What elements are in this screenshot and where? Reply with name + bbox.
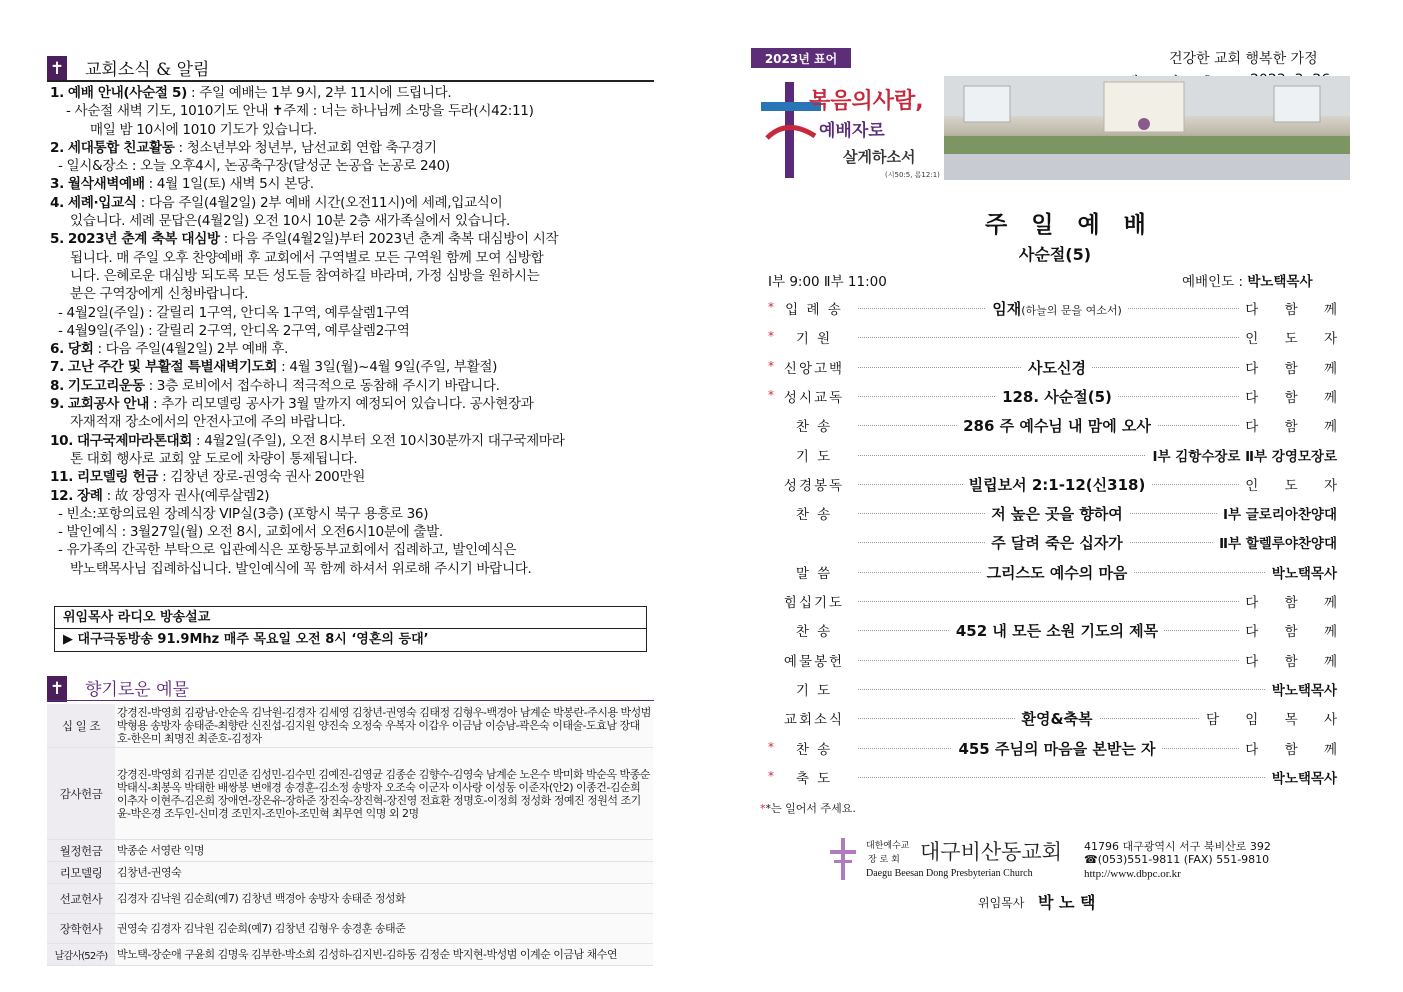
worship-item-content [1015, 710, 1098, 728]
worship-item-leader: 담 임 목 사 [1200, 708, 1348, 728]
tagline: 건강한 교회 행복한 가정 [1169, 51, 1318, 67]
worship-item [762, 386, 1348, 408]
news-item-title: 예배 안내(사순절 5) [67, 85, 187, 101]
news-line [50, 102, 655, 120]
offering-names: 박종순 서영란 익명 [115, 840, 653, 862]
news-item-text: 분은 구역장에게 신청바랍니다. [70, 286, 249, 303]
worship-item-label: 기 도 [780, 679, 848, 699]
news-number: 1. [50, 85, 64, 101]
worship-item-label: 기 도 [780, 445, 848, 465]
news-item-title: 리모델링 헌금 [77, 469, 159, 486]
worship-item-label: 힘십기도 [780, 591, 848, 611]
worship-item-leader: Ⅰ부 글로리아찬양대 [1217, 503, 1337, 523]
news-item-text: - 4월9일(주일) : 갈릴리 2구역, 안디옥 2구역, 예루살렘2구역 [58, 322, 410, 339]
motto-line3: 살게하소서 [843, 148, 916, 166]
divider [47, 80, 654, 82]
standing-star-icon: * [768, 300, 774, 314]
worship-item-leader: 인 도 자 [1239, 327, 1348, 347]
news-line [50, 194, 655, 212]
worship-item-leader: 인 도 자 [1239, 474, 1348, 494]
news-item-text: : 4월 1일(토) 새벽 5시 본당. [144, 176, 314, 193]
church-address: 41796 대구광역시 서구 북비산로 392 [1084, 840, 1271, 853]
news-number: 10. [50, 432, 74, 449]
offering-row [47, 862, 653, 884]
worship-item [762, 620, 1348, 642]
worship-item-leader: 박노택목사 [1266, 767, 1337, 787]
news-item-text: 됩니다. 매 주일 오후 찬양예배 후 교회에서 구역별로 모든 구역원 함께 모여 심방합 [70, 249, 544, 266]
motto-logo [757, 78, 940, 182]
news-number: 6. [50, 341, 64, 358]
worship-item-label: 찬 송 [780, 503, 848, 523]
worship-item-label: 찬 송 [780, 738, 848, 758]
radio-box [54, 606, 647, 652]
worship-item-subtitle: (하늘의 문을 여소서) [1021, 304, 1122, 317]
news-item-text: - 유가족의 간곡한 부탁으로 입관예식은 포항동부교회에서 집례하고, 발인예식은 [58, 542, 517, 559]
worship-item-content [952, 740, 1161, 758]
worship-item-leader: Ⅰ부 김항수장로 Ⅱ부 강영모장로 [1146, 445, 1337, 465]
news-item-text: : 4월 3일(월)~4월 9일(주일, 부활절) [277, 359, 498, 376]
offering-row [47, 840, 653, 862]
offering-names: 강경진-박영희 김귀분 김민준 김성민-김수민 김예진-김영균 김종순 김향수-김영숙 남계순 노은수 박미화 박순옥 박종순 박태식-최봉옥 박태한 배쌍봉 변애경 송경훈-김소정 송방자 오조숙 이군자 이사랑 이성동 이준자(안2) 이종건-김순희 이추자 이현주-김은희 장애연-장은유-장하준 장진숙-장진혁-장진영 전효환 정명호-이정희 정성화 정예진 정원석 조기윤-박은경 조두인-신미경 조민지-조민아-조민혁 최무연 익명 외 2명 [115, 748, 653, 840]
worship-item-title: 환영&축복 [1021, 710, 1093, 729]
worship-item [762, 474, 1348, 496]
church-name: 대구비산동교회 [920, 840, 1063, 864]
news-line [50, 468, 655, 486]
radio-title: 위임목사 라디오 방송설교 [55, 607, 646, 629]
news-line [50, 377, 655, 395]
pastor-label: 위임목사 [978, 896, 1025, 910]
worship-item [762, 708, 1348, 730]
news-line [50, 487, 655, 505]
news-item-text: : 추가 리모델링 공사가 3월 말까지 예정되어 있습니다. 공사현장과 [149, 396, 534, 413]
motto-line2: 예배자로 [819, 121, 885, 141]
worship-item [762, 679, 1337, 701]
news-list [50, 84, 655, 578]
news-line [50, 267, 655, 285]
news-line [50, 358, 655, 376]
worship-item-leader: 박노택목사 [1266, 679, 1337, 699]
service-title: 주 일 예 배 [985, 211, 1154, 238]
news-item-title: 장례 [77, 487, 103, 504]
news-line [50, 395, 655, 413]
standing-star-icon: * [768, 739, 774, 754]
news-item-title: 세례·입교식 [67, 194, 137, 211]
worship-item-leader: 다 함 께 [1239, 298, 1348, 318]
news-number: 5. [50, 231, 64, 248]
news-number: 11. [50, 469, 74, 486]
standing-note-text: *는 일어서 주세요. [765, 802, 856, 815]
standing-star-icon: * [768, 387, 774, 402]
news-line [50, 84, 655, 102]
sanctuary-photo [944, 76, 1350, 180]
church-phone: ☎(053)551-9811 (FAX) 551-9810 [1084, 853, 1270, 866]
news-item-text: 니다. 은혜로운 대심방 되도록 모든 성도들 참여하길 바라며, 가정 심방을 원하시는 [70, 267, 540, 284]
news-item-text: : 청소년부와 청년부, 남선교회 연합 축구경기 [174, 139, 437, 156]
worship-item [762, 327, 1348, 349]
news-line [50, 121, 655, 139]
news-line [50, 230, 655, 248]
news-item-title: 월삭새벽예배 [67, 176, 145, 193]
worship-item [762, 298, 1348, 320]
news-line [50, 340, 655, 358]
divider [47, 700, 654, 701]
news-line [50, 249, 655, 267]
news-item-title: 대구국제마라톤대회 [77, 432, 193, 449]
news-item-text: - 사순절 새벽 기도, 1010기도 안내 ✝주제 : 너는 하나님께 소망을 두라(시42:11) [66, 103, 534, 120]
offerings-table [47, 704, 653, 966]
worship-item [762, 562, 1337, 584]
offerings-section-header [47, 672, 189, 702]
news-item-title: 2023년 춘계 축복 대심방 [67, 231, 220, 248]
denomination-2: 장 로 회 [868, 855, 900, 865]
news-line [50, 413, 655, 431]
worship-item-label: 예물봉헌 [780, 650, 848, 670]
news-item-text: - 발인예식 : 3월27일(월) 오전 8시, 교회에서 오전6시10분에 출발. [58, 524, 443, 541]
leader-dots [858, 777, 1327, 778]
offering-row [47, 748, 653, 840]
worship-item-title: 사도신경 [1028, 358, 1086, 377]
worship-item-content [996, 388, 1118, 406]
worship-item-leader: 다 함 께 [1239, 620, 1348, 640]
worship-item-content [963, 476, 1152, 494]
news-item-text: : 다음 주일(4월2일)부터 2023년 춘계 축복 대심방이 시작 [219, 231, 559, 248]
offering-names: 권영숙 김경자 김낙원 김순희(예7) 김창년 김형우 송경훈 송태준 [115, 914, 653, 944]
worship-item-leader: 다 함 께 [1239, 738, 1348, 758]
news-line [50, 157, 655, 175]
news-item-text: - 일시&장소 : 오늘 오후4시, 논공축구장(달성군 논공읍 논공로 240) [58, 158, 450, 175]
service-times: Ⅰ부 9:00 Ⅱ부 11:00 [768, 274, 887, 290]
news-number: 9. [50, 396, 64, 413]
news-item-text: 있습니다. 세례 문답은(4월2일) 오전 10시 10분 2층 새가족실에서 있습니다. [70, 213, 511, 230]
worship-item-leader: 다 함 께 [1239, 650, 1348, 670]
worship-item-label: 찬 송 [780, 415, 848, 435]
worship-item-leader: 다 함 께 [1239, 415, 1348, 435]
worship-item-leader: Ⅱ부 할렐루야찬양대 [1213, 532, 1337, 552]
year-badge: 2023년 표어 [751, 48, 851, 68]
worship-item-leader: 다 함 께 [1239, 386, 1348, 406]
offering-names: 김창년-권영숙 [115, 862, 653, 884]
worship-item-title: 빌립보서 2:1-12(신318) [968, 475, 1146, 494]
denomination-1: 대한예수교 [866, 841, 910, 851]
worship-item-content [981, 564, 1134, 582]
pastor-name: 박 노 택 [1038, 893, 1096, 912]
news-line [50, 560, 655, 578]
news-line [50, 175, 655, 193]
worship-item-title: 452 내 모든 소원 기도의 제목 [955, 622, 1159, 641]
news-item-text: 박노택목사님 집례하십니다. 발인예식에 꼭 함께 하셔서 위로해 주시기 바랍니다. [70, 560, 532, 577]
news-item-text: - 빈소:포항의료원 장례식장 VIP실(3층) (포항시 북구 용흥로 36) [58, 505, 429, 522]
worship-item-label: 성시교독 [780, 386, 848, 406]
news-item-title: 당회 [67, 341, 94, 358]
news-number: 4. [50, 194, 64, 211]
worship-item [762, 357, 1348, 379]
leader-label: 예배인도 : [1182, 274, 1244, 290]
church-english: Daegu Beesan Dong Presbyterian Church [866, 868, 1033, 879]
news-item-text: : 김창년 장로-권영숙 권사 200만원 [158, 469, 366, 486]
offerings-heading: 향기로운 예물 [85, 680, 189, 700]
news-item-text: : 3층 로비에서 접수하니 적극적으로 동참해 주시기 바랍니다. [144, 377, 500, 394]
news-item-text: : 주일 예배는 1부 9시, 2부 11시에 드립니다. [187, 85, 452, 101]
worship-item-label: 축 도 [780, 767, 848, 787]
offering-label: 선교헌사 [47, 884, 115, 914]
worship-item-content [957, 417, 1157, 435]
offering-row [47, 884, 653, 914]
news-item-text: 톤 대회 행사로 교회 앞 도로에 차량이 통제됩니다. [70, 450, 358, 467]
offering-names: 박노택-장순애 구윤희 김명욱 김부한-박소희 김성하-김지빈-김하동 김정순 박지현-박성범 이계순 이금남 채수연 [115, 944, 653, 966]
offering-label: 장학헌사 [47, 914, 115, 944]
news-item-text: 자재적재 장소에서의 안전사고에 주의 바랍니다. [70, 414, 346, 431]
news-line [50, 322, 655, 340]
worship-item-label: 신앙고백 [780, 357, 848, 377]
news-item-text: : 4월2일(주일), 오전 8시부터 오전 10시30분까지 대구국제마라 [192, 432, 565, 449]
cross-icon: ✝ [47, 676, 67, 702]
news-number: 8. [50, 377, 64, 394]
motto-ref: (시50:5, 롬12:1) [885, 171, 940, 179]
news-item-title: 고난 주간 및 부활절 특별새벽기도회 [67, 359, 278, 376]
cross-logo-icon [757, 78, 940, 182]
service-leader [1182, 270, 1313, 290]
worship-item-title: 128. 사순절(5) [1002, 387, 1112, 406]
worship-item [762, 738, 1348, 760]
leader-name: 박노택목사 [1247, 274, 1313, 290]
motto-line1: 복음의사람, [809, 89, 924, 114]
offering-label: 월정헌금 [47, 840, 115, 862]
worship-item-content [985, 505, 1129, 523]
worship-item [762, 767, 1337, 789]
worship-item-content [1022, 359, 1092, 377]
news-number: 12. [50, 487, 74, 504]
news-item-title: 세대통합 친교활동 [67, 139, 175, 156]
worship-item [762, 532, 1337, 554]
worship-item [762, 415, 1348, 437]
standing-star-icon: * [768, 358, 774, 373]
offering-row [47, 704, 653, 748]
news-line [50, 505, 655, 523]
church-logo-icon [826, 836, 862, 882]
offering-label: 감사헌금 [47, 748, 115, 840]
offering-row [47, 944, 653, 966]
news-item-text: : 故 장영자 권사(예루살렘2) [102, 487, 270, 504]
worship-item-label: 성경봉독 [780, 474, 848, 494]
worship-item [762, 591, 1348, 613]
news-line [50, 541, 655, 559]
news-item-text: : 다음 주일(4월2일) 2부 예배 시간(오전11시)에 세례,입교식이 [136, 194, 503, 211]
news-line [50, 139, 655, 157]
news-item-text: - 4월2일(주일) : 갈릴리 1구역, 안디옥 1구역, 예루살렘1구역 [58, 304, 410, 321]
service-subtitle: 사순절(5) [1018, 245, 1092, 264]
news-line [50, 212, 655, 230]
offering-names: 김경자 김낙원 김순희(예7) 김창년 백경아 송방자 송태준 정성화 [115, 884, 653, 914]
news-line [50, 304, 655, 322]
worship-item [762, 445, 1337, 467]
news-number: 3. [50, 176, 64, 193]
worship-item-content [950, 622, 1164, 640]
worship-item-content [986, 300, 1128, 318]
news-item-text: : 다음 주일(4월2일) 2부 예배 후. [93, 341, 289, 358]
worship-item-title: 저 높은 곳을 향하여 [991, 505, 1123, 524]
worship-item-content [985, 534, 1129, 552]
worship-item [762, 650, 1348, 672]
worship-item-label: 기 원 [780, 327, 848, 347]
worship-item-label: 교회소식 [780, 708, 848, 728]
worship-item-title: 286 주 예수님 내 맘에 오사 [963, 417, 1151, 436]
offering-label: 십 일 조 [47, 704, 115, 748]
news-item-text: 매일 밤 10시에 1010 기도가 있습니다. [90, 121, 317, 138]
worship-item-title: 임재 [992, 300, 1022, 318]
news-line [50, 432, 655, 450]
news-line [50, 523, 655, 541]
worship-item-leader: 박노택목사 [1266, 562, 1337, 582]
offering-names: 강경진-박영희 김광남-안순옥 김낙원-김경자 김세영 김창년-권영숙 김태정 김형우-백경아 남계순 박봉란-주시용 박성범 박형용 송방자 송태준-최향란 신진섭-김지원 양진숙 오정숙 우복자 이갑우 이금남 이승남-곽은숙 이태술-도효남 장대호-한은미 최명진 최준호-김정자 [115, 704, 653, 748]
worship-item-title: 그리스도 예수의 마음 [986, 563, 1128, 582]
worship-item-title: 주 달려 죽은 십자가 [991, 534, 1123, 553]
church-url[interactable]: http://www.dbpc.or.kr [1084, 868, 1181, 880]
news-number: 2. [50, 139, 64, 156]
news-line [50, 450, 655, 468]
standing-star-icon: * [768, 768, 774, 783]
standing-note: **는 일어서 주세요. [760, 802, 856, 815]
worship-item-label: 찬 송 [780, 620, 848, 640]
offering-row [47, 914, 653, 944]
news-heading: 교회소식 & 알림 [85, 60, 210, 80]
offering-label: 날감사(52주) [47, 944, 115, 966]
worship-item-label: 말 씀 [780, 562, 848, 582]
worship-item [762, 503, 1337, 525]
news-section-header [47, 52, 209, 82]
news-number: 7. [50, 359, 64, 376]
standing-star-icon: * [768, 329, 774, 344]
news-line [50, 285, 655, 303]
radio-line: ▶ 대구극동방송 91.9Mhz 매주 목요일 오전 8시 ‘영혼의 등대’ [63, 632, 429, 647]
worship-item-leader: 다 함 께 [1239, 591, 1348, 611]
worship-item-leader: 다 함 께 [1239, 357, 1348, 377]
news-item-title: 기도고리운동 [67, 377, 145, 394]
worship-item-label: 입 례 송 [780, 298, 848, 318]
worship-item-title: 455 주님의 마음을 본받는 자 [958, 739, 1156, 758]
cross-icon: ✝ [47, 56, 67, 82]
news-item-title: 교회공사 안내 [67, 396, 149, 413]
leader-dots [858, 689, 1327, 690]
offering-label: 리모델링 [47, 862, 115, 884]
